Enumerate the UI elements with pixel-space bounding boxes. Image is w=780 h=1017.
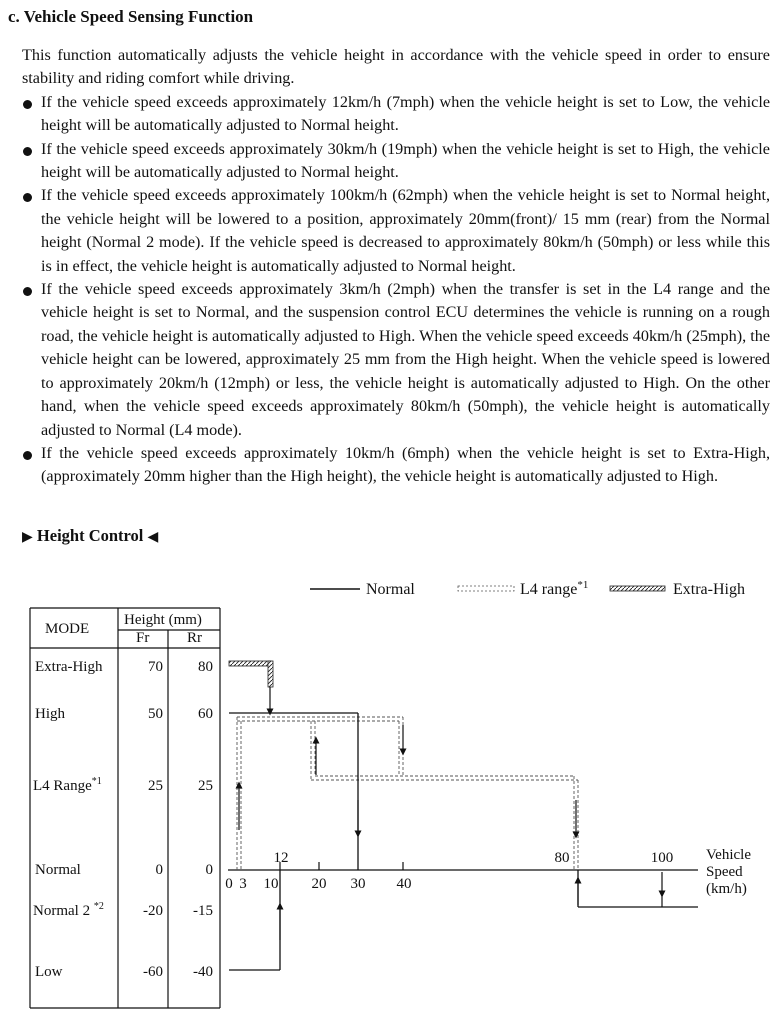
legend-extra-label: Extra-High [673, 581, 745, 598]
mode-label: L4 Range$^{*1}$ [33, 776, 102, 794]
tick-label: 100 [650, 850, 674, 866]
bullet-text: If the vehicle speed exceeds approximately 100km/h (62mph) when the vehicle height is set to Normal height, the vehicle height will be lowered to a position, approximately 20mm(front)/ 15 mm (rear) from the Normal height (Normal 2 mode). If the vehicle speed is decreased to approximately 80km/h (50mph) or less while this is in effect, the vehicle height is automatically adjusted to Normal height. [41, 186, 770, 275]
tick-label: 20 [311, 876, 327, 892]
diagram-legend [310, 579, 745, 598]
fr-header: Fr [136, 630, 150, 646]
section-heading: c. Vehicle Speed Sensing Function [8, 7, 254, 26]
right-triangle-icon: ▶ [22, 530, 33, 545]
tick-label: 3 [239, 876, 247, 892]
rr-header: Rr [187, 630, 202, 646]
axis-label [706, 847, 751, 897]
tick-label: 10 [263, 876, 279, 892]
svg-text:Speed: Speed [706, 864, 743, 880]
legend-extra-line [610, 586, 665, 591]
fr-value: 50 [148, 706, 163, 722]
tick-label: 80 [554, 850, 570, 866]
legend-l4-line [458, 586, 514, 591]
svg-text:Vehicle: Vehicle [706, 847, 751, 863]
mode-header: MODE [45, 621, 90, 637]
transition-arrows [239, 725, 662, 940]
tick-label: 30 [350, 876, 366, 892]
mode-label: Extra-High [35, 659, 103, 675]
fr-value: -60 [143, 964, 163, 980]
rr-value: -15 [193, 903, 213, 919]
mode-label: Normal 2 $^{*2}$ [33, 901, 104, 919]
tick-label: 12 [273, 850, 289, 866]
bullet-text: If the vehicle speed exceeds approximately 12km/h (7mph) when the vehicle height is set to Low, the vehicle height will be automatically adjusted to Normal height. [41, 92, 770, 135]
mode-table-text [33, 612, 213, 980]
rr-value: -40 [193, 964, 213, 980]
mode-label: High [35, 706, 65, 722]
tick-label: 40 [396, 876, 412, 892]
bullet-text: If the vehicle speed exceeds approximately 3km/h (2mph) when the transfer is set in the L4 range and the vehicle height is set to Normal, and the suspension control ECU determines the vehicle is running on a rough road, the vehicle height is automatically adjusted to High. When the vehicle speed exceeds 40km/h (25mph), the vehicle height can be lowered, approximately 25 mm from the High height. When the vehicle speed is lowered to approximately 20km/h (12mph) or less, the vehicle height is automatically adjusted to High. On the other hand, when the vehicle speed exceeds approximately 80km/h (50mph), the vehicle height is automatically adjusted to Normal (L4 mode). [41, 280, 770, 439]
speed-axis [225, 847, 751, 897]
rr-value: 60 [198, 706, 213, 722]
rr-value: 0 [205, 862, 213, 878]
mode-label: Low [35, 964, 63, 980]
legend-normal-label: Normal [366, 581, 415, 598]
fr-value: 25 [148, 778, 163, 794]
fr-value: 70 [148, 659, 163, 675]
svg-text:(km/h): (km/h) [706, 881, 747, 897]
bullet-text: If the vehicle speed exceeds approximately 30km/h (19mph) when the vehicle height is set to High, the vehicle height will be automatically adjusted to Normal height. [41, 139, 770, 182]
legend-l4-label: L4 range$^{*1}$ [520, 579, 589, 598]
mode-label: Normal [35, 862, 81, 878]
intro-paragraph: This function automatically adjusts the vehicle height in accordance with the vehicle speed in order to ensure stability and riding comfort while driving. [22, 46, 770, 88]
bullet-text: If the vehicle speed exceeds approximately 10km/h (6mph) when the vehicle height is set to Extra-High, (approximately 20mm higher than the High height), the vehicle height is automatically adjusted to High. [41, 443, 770, 486]
rr-value: 80 [198, 659, 213, 675]
l4-range-path [237, 717, 578, 870]
height-header: Height (mm) [124, 612, 202, 628]
tick-label: 0 [225, 876, 233, 892]
fr-value: -20 [143, 903, 163, 919]
fr-value: 0 [155, 862, 163, 878]
left-triangle-icon: ◀ [147, 530, 159, 545]
normal-path [229, 713, 698, 970]
height-control-title: Height Control [36, 526, 144, 545]
extra-high-path [229, 661, 273, 712]
rr-value: 25 [198, 778, 213, 794]
